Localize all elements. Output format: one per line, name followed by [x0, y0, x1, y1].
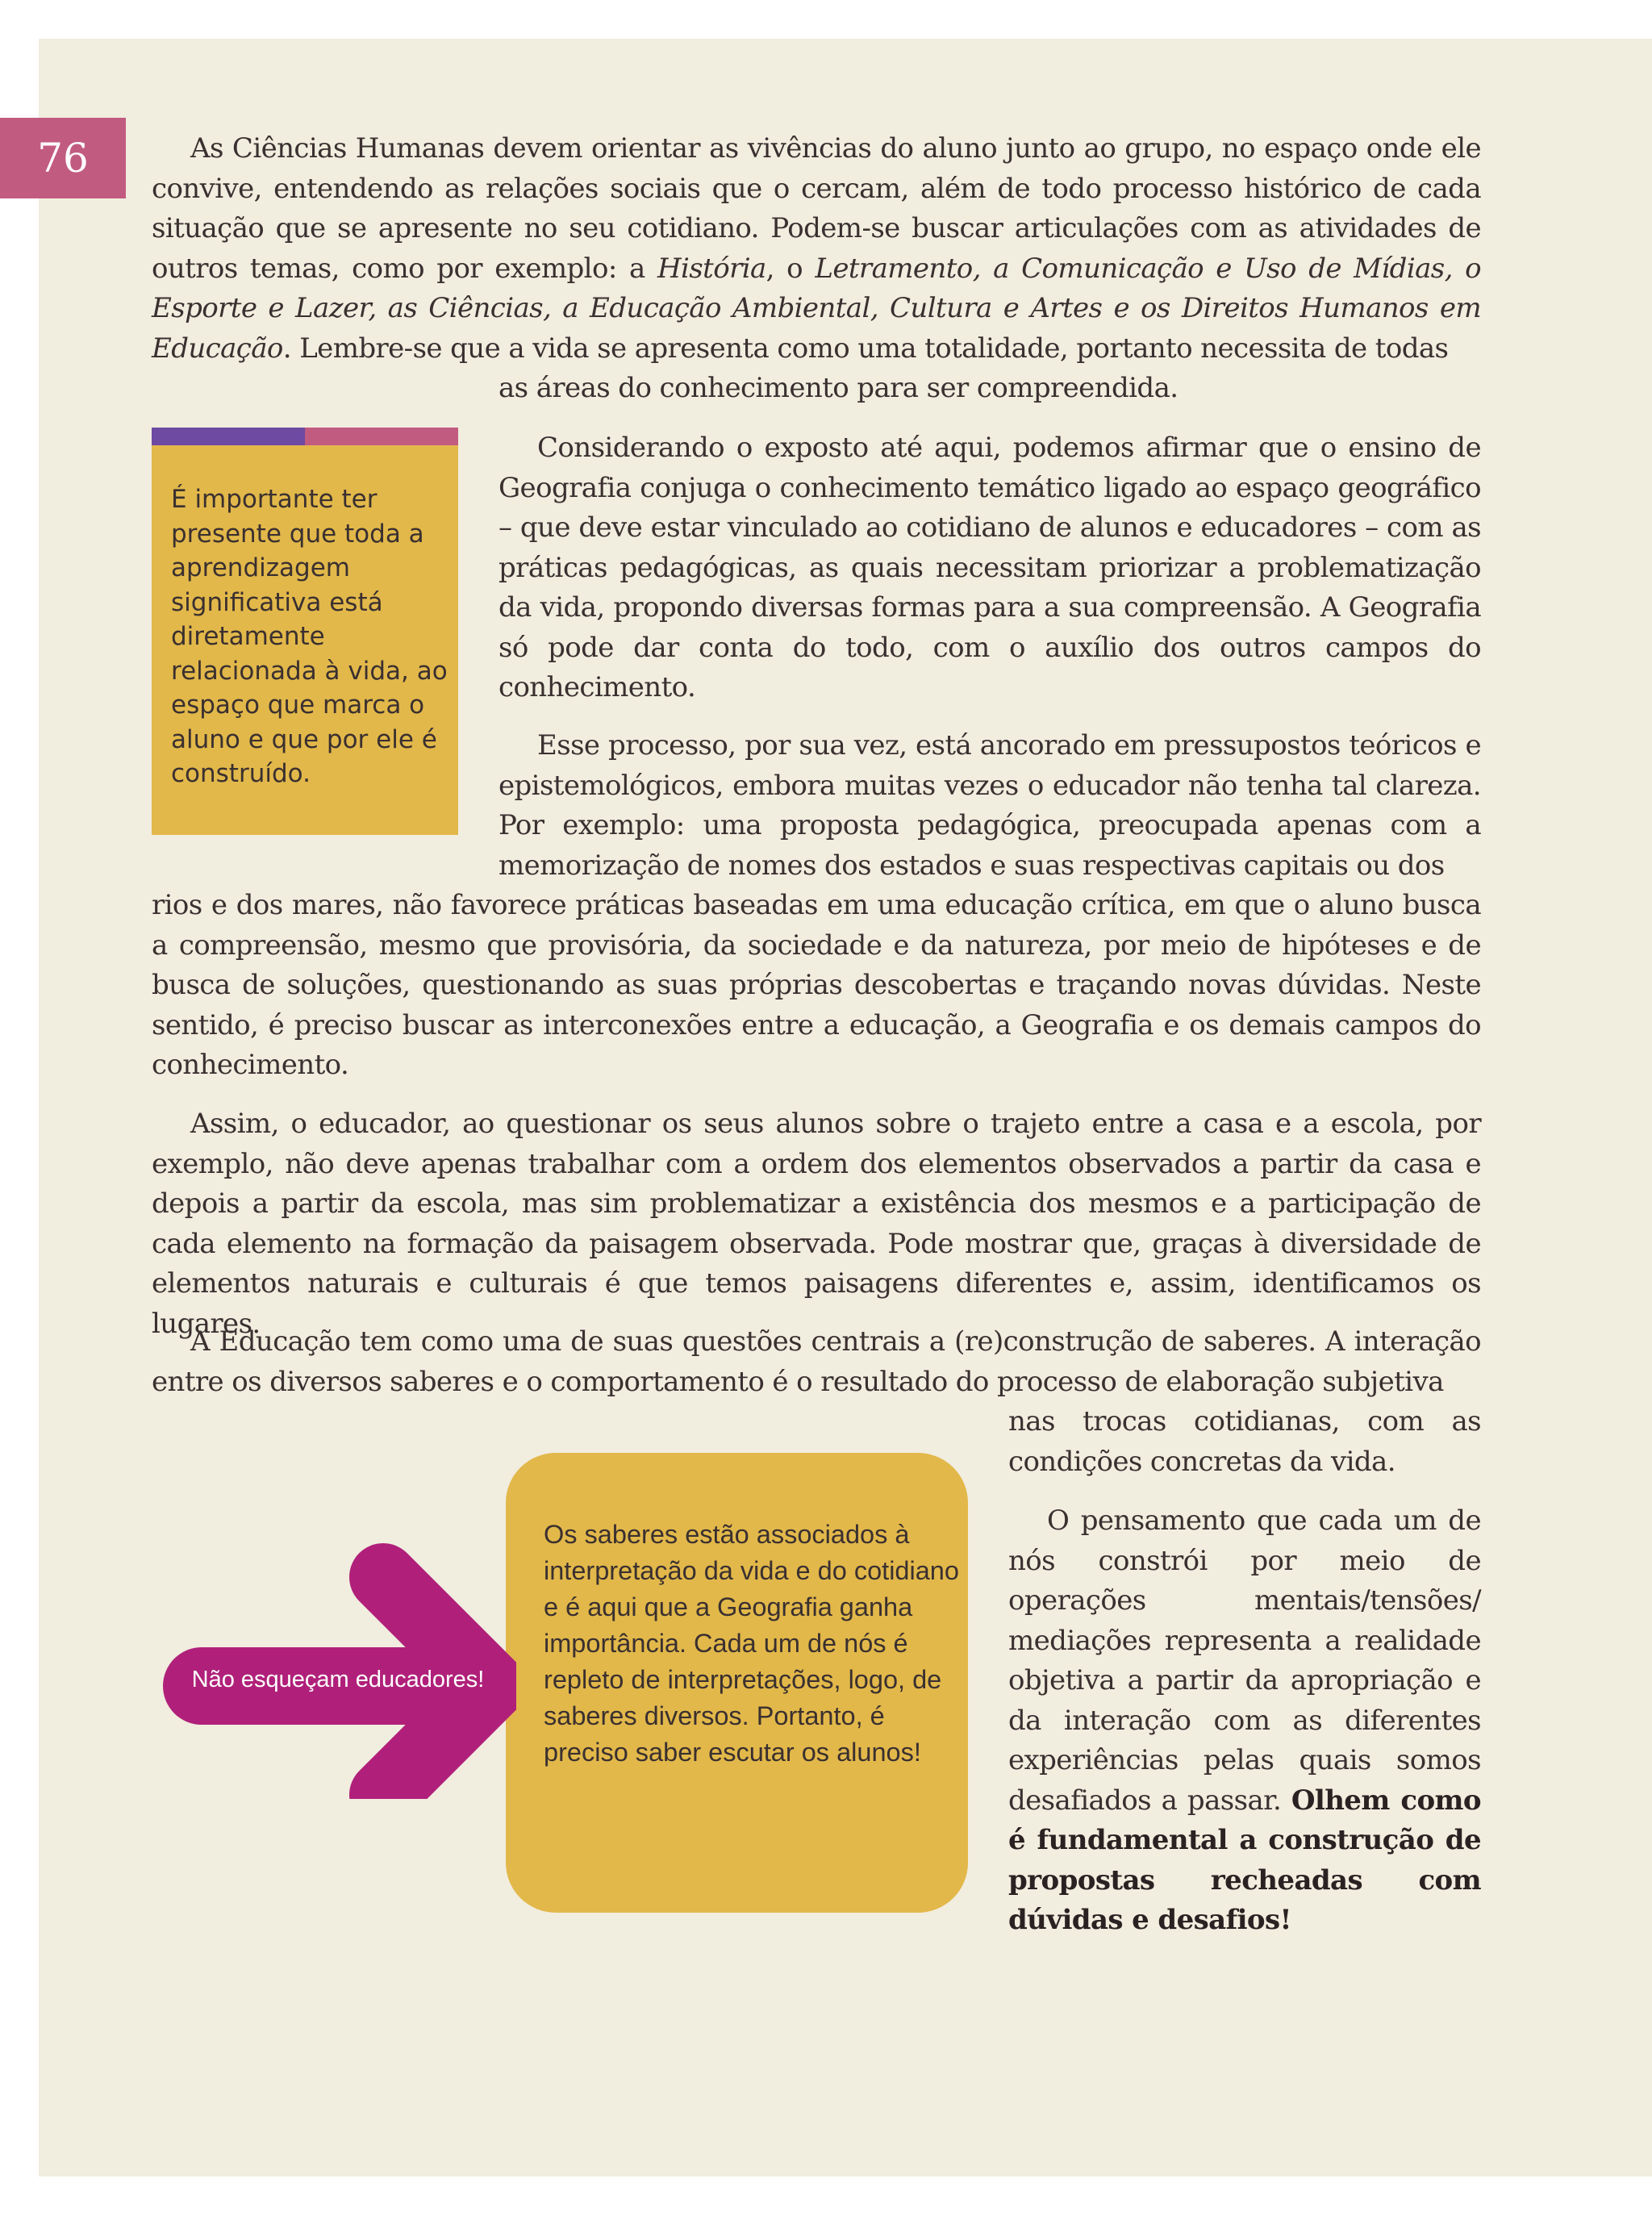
sidebar-note-text: É importante ter presente que toda a aprendizagem significativa está diretamente relacionada à vida, ao espaço que marca o aluno e que por ele é construído.	[171, 485, 448, 788]
paragraph-pensamento-bold: Olhem como é fundamental a construção de propostas recheadas com dúvidas e desafios!	[1008, 1784, 1481, 1936]
page-number: 76	[0, 118, 126, 198]
intro-text-3: . Lembre-se que a vida se apresenta como uma totalidade, portanto necessita de todas	[282, 332, 1449, 365]
intro-italic-historia: História	[657, 252, 766, 285]
arrow-label: Não esqueçam educadores!	[191, 1667, 485, 1692]
paragraph-processo-wide	[152, 886, 1481, 1086]
sidebar-note-box	[152, 428, 458, 835]
paragraph-assim	[152, 1104, 1481, 1344]
paragraph-intro-last-line: as áreas do conhecimento para ser compreendida.	[499, 372, 1179, 404]
intro-italic-themes: Letramento, a Comunicação e Uso de Mídias, o Esporte e Lazer, as Ciências, a Educação Ambiental, Cultura e Artes e os Direitos Humanos em Educação	[152, 252, 1482, 365]
paragraph-assim-text: Assim, o educador, ao questionar os seus alunos sobre o trajeto entre a casa e a escola, por exemplo, não deve apenas trabalhar com a ordem dos elementos observados a partir da casa e depois a partir da escola, mas sim problematizar a existência dos mesmos e a participação de cada elemento na formação da paisagem observada. Pode mostrar que, graças à diversidade de elementos naturais e culturais é que temos paisagens diferentes e, assim, identificamos os lugares.	[152, 1108, 1481, 1340]
paragraph-intro	[152, 129, 1481, 369]
highlight-bubble-text: Os saberes estão associados à interpretação da vida e do cotidiano e é aqui que a Geografia ganha importância. Cada um de nós é repleto de interpretações, logo, de saberes diversos. Portanto, é preciso saber escutar os alunos!	[544, 1520, 959, 1767]
intro-text-2: , o	[766, 252, 816, 285]
paragraph-educacao-narrow-text: nas trocas cotidianas, com as condições concretas da vida.	[1008, 1405, 1481, 1478]
paragraph-processo-narrow-text: Esse processo, por sua vez, está ancorado em pressupostos teóricos e epistemológicos, embora muitas vezes o educador não tenha tal clareza. Por exemplo: uma proposta pedagógica, preocupada apenas com a memorização de nomes dos estados e suas respectivas capitais ou dos	[499, 729, 1481, 882]
paragraph-geografia	[499, 428, 1481, 708]
paragraph-pensamento-text: O pensamento que cada um de nós constrói por meio de operações mentais/tensões/ mediações representa a realidade objetiva a partir da apropriação e da interação com as diferentes experiências pelas quais somos desafiados a passar.	[1008, 1504, 1481, 1817]
intro-text: As Ciências Humanas devem orientar as vivências do aluno junto ao grupo, no espaço onde ele convive, entendendo as relações sociais que o cercam, além de todo processo histórico de cada situação que se apresente no seu cotidiano. Podem-se buscar articulações com as atividades de outros temas, como por exemplo: a	[152, 132, 1481, 285]
paragraph-educacao-narrow	[1008, 1402, 1481, 1482]
sidebar-bar-purple	[152, 428, 305, 445]
sidebar-bar-pink	[305, 428, 458, 445]
arrow-right-icon	[161, 1533, 516, 1799]
paragraph-educacao-wide	[152, 1322, 1481, 1402]
paragraph-processo-wide-text: rios e dos mares, não favorece práticas baseadas em uma educação crítica, em que o aluno busca a compreensão, mesmo que provisória, da sociedade e da natureza, por meio de hipóteses e de busca de soluções, questionando as suas próprias descobertas e traçando novas dúvidas. Neste sentido, é preciso buscar as interconexões entre a educação, a Geografia e os demais campos do conhecimento.	[152, 889, 1481, 1081]
highlight-bubble	[506, 1453, 968, 1913]
paragraph-geografia-text: Considerando o exposto até aqui, podemos afirmar que o ensino de Geografia conjuga o conhecimento temático ligado ao espaço geográfico – que deve estar vinculado ao cotidiano de alunos e educadores – com as práticas pedagógicas, as quais necessitam priorizar a problematização da vida, propondo diversas formas para a sua compreensão. A Geografia só pode dar conta do todo, com o auxílio dos outros campos do conhecimento.	[499, 432, 1481, 703]
paragraph-pensamento	[1008, 1501, 1481, 1941]
paragraph-processo-narrow	[499, 726, 1481, 886]
paragraph-educacao-wide-text: A Educação tem como uma de suas questões centrais a (re)construção de saberes. A interação entre os diversos saberes e o comportamento é o resultado do processo de elaboração subjetiva	[152, 1325, 1481, 1398]
